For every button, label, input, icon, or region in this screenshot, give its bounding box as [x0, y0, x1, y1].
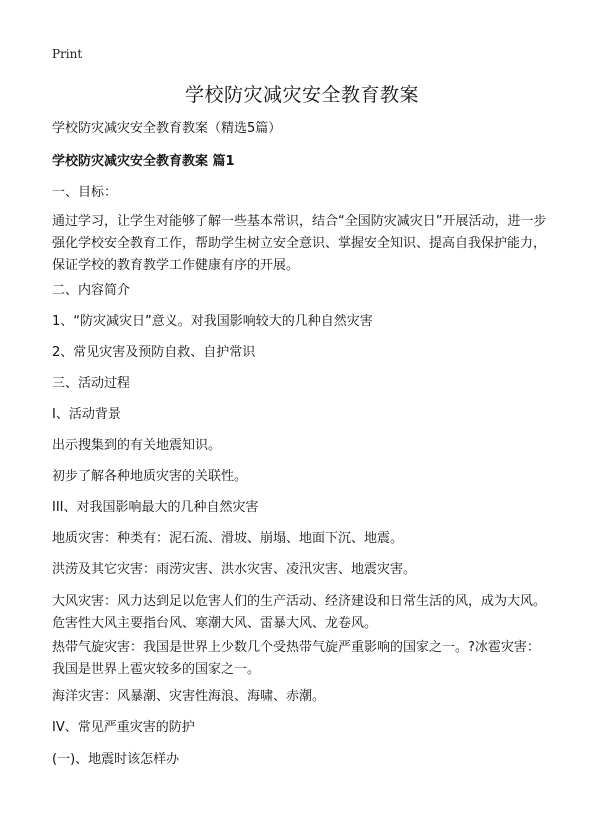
paragraph-protection-heading: IV、常见严重灾害的防护 [52, 720, 195, 735]
paragraph-earthquake-heading: (一)、地震时该怎样办 [52, 752, 180, 767]
paragraph-ocean-disasters: 海洋灾害：风暴潮、灾害性海浪、海啸、赤潮。 [52, 689, 326, 704]
paragraph-content-heading: 二、内容简介 [52, 283, 131, 298]
paragraph-content-item-2: 2、常见灾害及预防自救、自护常识 [52, 345, 256, 360]
paragraph-flood-disasters: 洪涝及其它灾害：雨涝灾害、洪水灾害、凌汛灾害、地震灾害。 [52, 562, 417, 577]
document-subtitle: 学校防灾减灾安全教育教案（精选5篇） [52, 121, 282, 136]
paragraph-cyclone-disasters: 热带气旋灾害：我国是世界上少数几个受热带气旋严重影响的国家之一。?冰雹灾害：我国是世界上雹灾较多的国家之一。 [52, 640, 540, 677]
paragraph-disasters-heading: III、对我国影响最大的几种自然灾害 [52, 500, 259, 515]
paragraph-background-text-2: 初步了解各种地质灾害的关联性。 [52, 469, 248, 484]
paragraph-goal-text: 通过学习，让学生对能够了解一些基本常识，结合“全国防灾减灾日”开展活动，进一步强化学校安全教育工作，帮助学生树立安全意识、掌握安全知识、提高自我保护能力，保证学校的教育教学工作健康有序的开展。 [52, 214, 547, 273]
paragraph-wind-disasters: 大风灾害：风力达到足以危害人们的生产活动、经济建设和日常生活的风，成为大风。危害性大风主要指台风、寒潮大风、雷暴大风、龙卷风。 [52, 594, 547, 631]
paragraph-background-heading: I、活动背景 [52, 407, 121, 422]
print-link[interactable]: Print [52, 47, 83, 61]
paragraph-background-text-1: 出示搜集到的有关地震知识。 [52, 438, 222, 453]
document-title: 学校防灾减灾安全教育教案 [184, 84, 419, 106]
section-heading: 学校防灾减灾安全教育教案 篇1 [52, 154, 235, 169]
paragraph-goal-heading: 一、目标： [52, 185, 118, 200]
paragraph-geological-disasters: 地质灾害：种类有：泥石流、滑坡、崩塌、地面下沉、地震。 [52, 531, 404, 546]
paragraph-process-heading: 三、活动过程 [52, 376, 131, 391]
paragraph-content-item-1: 1、“防灾减灾日”意义。对我国影响较大的几种自然灾害 [52, 314, 373, 329]
